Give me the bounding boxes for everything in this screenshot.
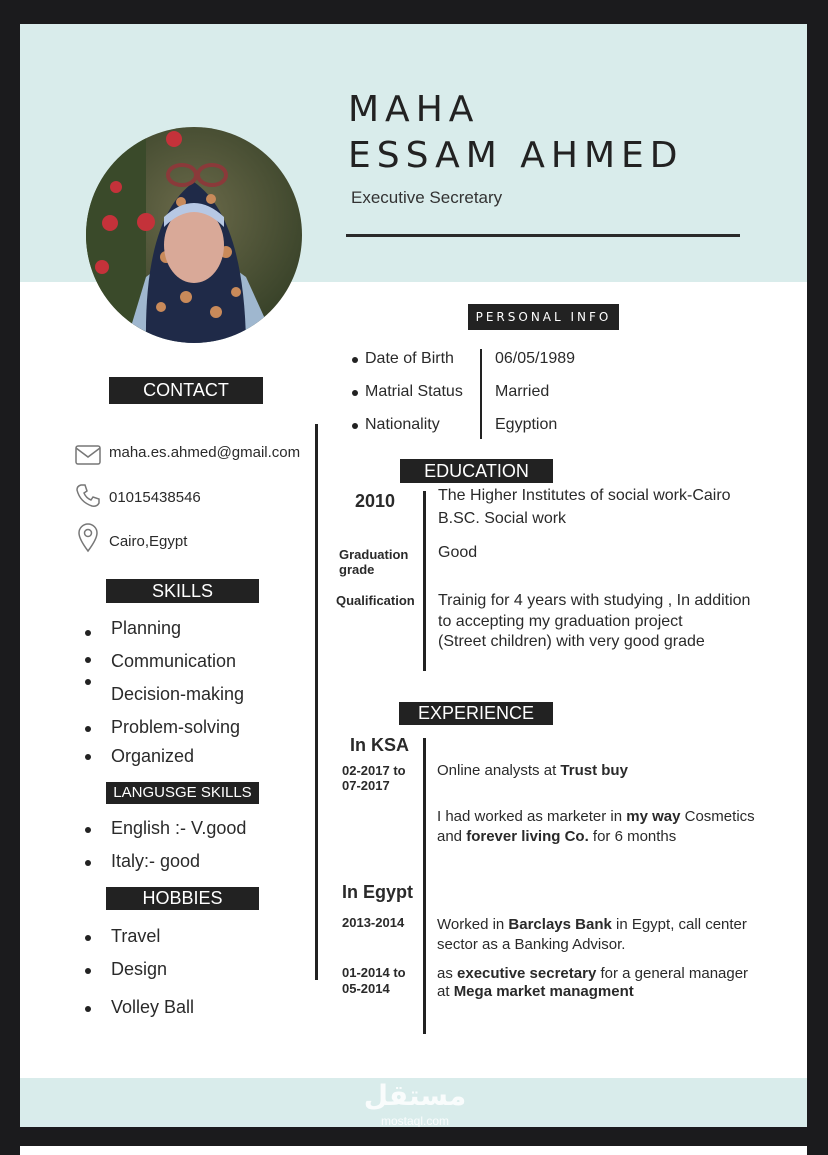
bullet-dot bbox=[352, 357, 358, 363]
education-institute: The Higher Institutes of social work-Cairo bbox=[438, 487, 731, 504]
dob-label: Date of Birth bbox=[365, 350, 454, 367]
bullet-dot bbox=[352, 390, 358, 396]
hobby-item: Travel bbox=[111, 926, 161, 946]
contact-phone: 01015438546 bbox=[109, 489, 201, 506]
qualification-line: (Street children) with very good grade bbox=[438, 633, 705, 650]
graduation-grade-label-2: grade bbox=[339, 562, 375, 577]
phone-icon bbox=[75, 483, 101, 509]
hobby-item: Design bbox=[111, 959, 168, 979]
resume-page bbox=[20, 24, 807, 1127]
bullet-dot bbox=[85, 860, 91, 866]
bullet-dot bbox=[85, 630, 91, 636]
graduation-grade-value: Good bbox=[438, 544, 478, 561]
hobbies-heading: HOBBIES bbox=[106, 887, 259, 910]
egypt-job-1-line-1: Worked in Barclays Bank in Egypt, call center bbox=[437, 916, 747, 933]
envelope-icon bbox=[75, 445, 101, 465]
egypt-date-range-2-end: 05-2014 bbox=[342, 981, 390, 996]
skill-item: Organized bbox=[111, 746, 195, 766]
ksa-job-2-line-1: I had worked as marketer in my way Cosmetics bbox=[437, 808, 755, 825]
contact-location: Cairo,Egypt bbox=[109, 533, 188, 550]
ksa-date-range: 02-2017 to bbox=[342, 763, 406, 778]
hobby-item: Volley Ball bbox=[111, 997, 195, 1017]
bullet-dot bbox=[85, 827, 91, 833]
next-page-edge bbox=[20, 1146, 807, 1155]
language-item: Italy:- good bbox=[111, 851, 201, 871]
qualification-label: Qualification bbox=[336, 593, 415, 608]
skill-item: Decision-making bbox=[111, 684, 245, 704]
experience-divider bbox=[423, 738, 426, 1034]
qualification-line: to accepting my graduation project bbox=[438, 613, 683, 630]
bullet-dot bbox=[85, 754, 91, 760]
education-year: 2010 bbox=[355, 491, 396, 511]
education-degree: B.SC. Social work bbox=[438, 510, 567, 527]
nationality-value: Egyption bbox=[495, 416, 558, 433]
language-skills-heading: LANGUSGE SKILLS bbox=[106, 782, 259, 804]
name-last: ESSAM AHMED bbox=[348, 135, 684, 176]
education-heading: EDUCATION bbox=[400, 459, 553, 483]
egypt-date-range-1: 2013-2014 bbox=[342, 915, 405, 930]
bullet-dot bbox=[85, 935, 91, 941]
qualification-line: Trainig for 4 years with studying , In addition bbox=[438, 592, 751, 609]
watermark-logo: مستقل bbox=[363, 1080, 467, 1111]
watermark-url: mostaql.com bbox=[380, 1114, 450, 1127]
skills-heading: SKILLS bbox=[106, 579, 259, 603]
dob-value: 06/05/1989 bbox=[495, 350, 576, 367]
skill-item: Problem-solving bbox=[111, 717, 241, 737]
marital-status-label: Matrial Status bbox=[365, 383, 463, 400]
bullet-dot bbox=[352, 423, 358, 429]
ksa-date-range-end: 07-2017 bbox=[342, 778, 390, 793]
ksa-job-2-line-2: and forever living Co. for 6 months bbox=[437, 828, 677, 845]
personal-info-divider bbox=[480, 349, 482, 439]
nationality-label: Nationality bbox=[365, 416, 440, 433]
bullet-dot bbox=[85, 726, 91, 732]
contact-email: maha.es.ahmed@gmail.com bbox=[109, 444, 301, 461]
egypt-job-1-line-2: sector as a Banking Advisor. bbox=[437, 936, 626, 953]
egypt-date-range-2: 01-2014 to bbox=[342, 965, 406, 980]
contact-heading: CONTACT bbox=[109, 377, 263, 404]
language-item: English :- V.good bbox=[111, 818, 247, 838]
personal-info-heading: PERSONAL INFO bbox=[468, 304, 619, 330]
experience-heading: EXPERIENCE bbox=[399, 702, 553, 725]
skill-item: Planning bbox=[111, 618, 182, 638]
profile-photo bbox=[86, 127, 302, 343]
skill-item: Communication bbox=[111, 651, 237, 671]
experience-egypt-heading: In Egypt bbox=[342, 882, 413, 902]
left-column-divider bbox=[315, 424, 318, 980]
marital-status-value: Married bbox=[495, 383, 550, 400]
title-divider bbox=[346, 234, 740, 237]
graduation-grade-label: Graduation bbox=[339, 547, 409, 562]
education-divider bbox=[423, 491, 426, 671]
name-first: MAHA bbox=[348, 89, 480, 130]
bullet-dot bbox=[85, 679, 91, 685]
ksa-job-1: Online analysts at Trust buy bbox=[437, 762, 628, 779]
experience-ksa-heading: In KSA bbox=[350, 735, 410, 755]
location-pin-icon bbox=[77, 523, 99, 553]
bullet-dot bbox=[85, 968, 91, 974]
bullet-dot bbox=[85, 1006, 91, 1012]
bullet-dot bbox=[85, 657, 91, 663]
egypt-job-2-line-2: at Mega market managment bbox=[437, 983, 634, 1000]
job-title: Executive Secretary bbox=[351, 188, 503, 207]
egypt-job-2-line-1: as executive secretary for a general manager bbox=[437, 965, 749, 982]
